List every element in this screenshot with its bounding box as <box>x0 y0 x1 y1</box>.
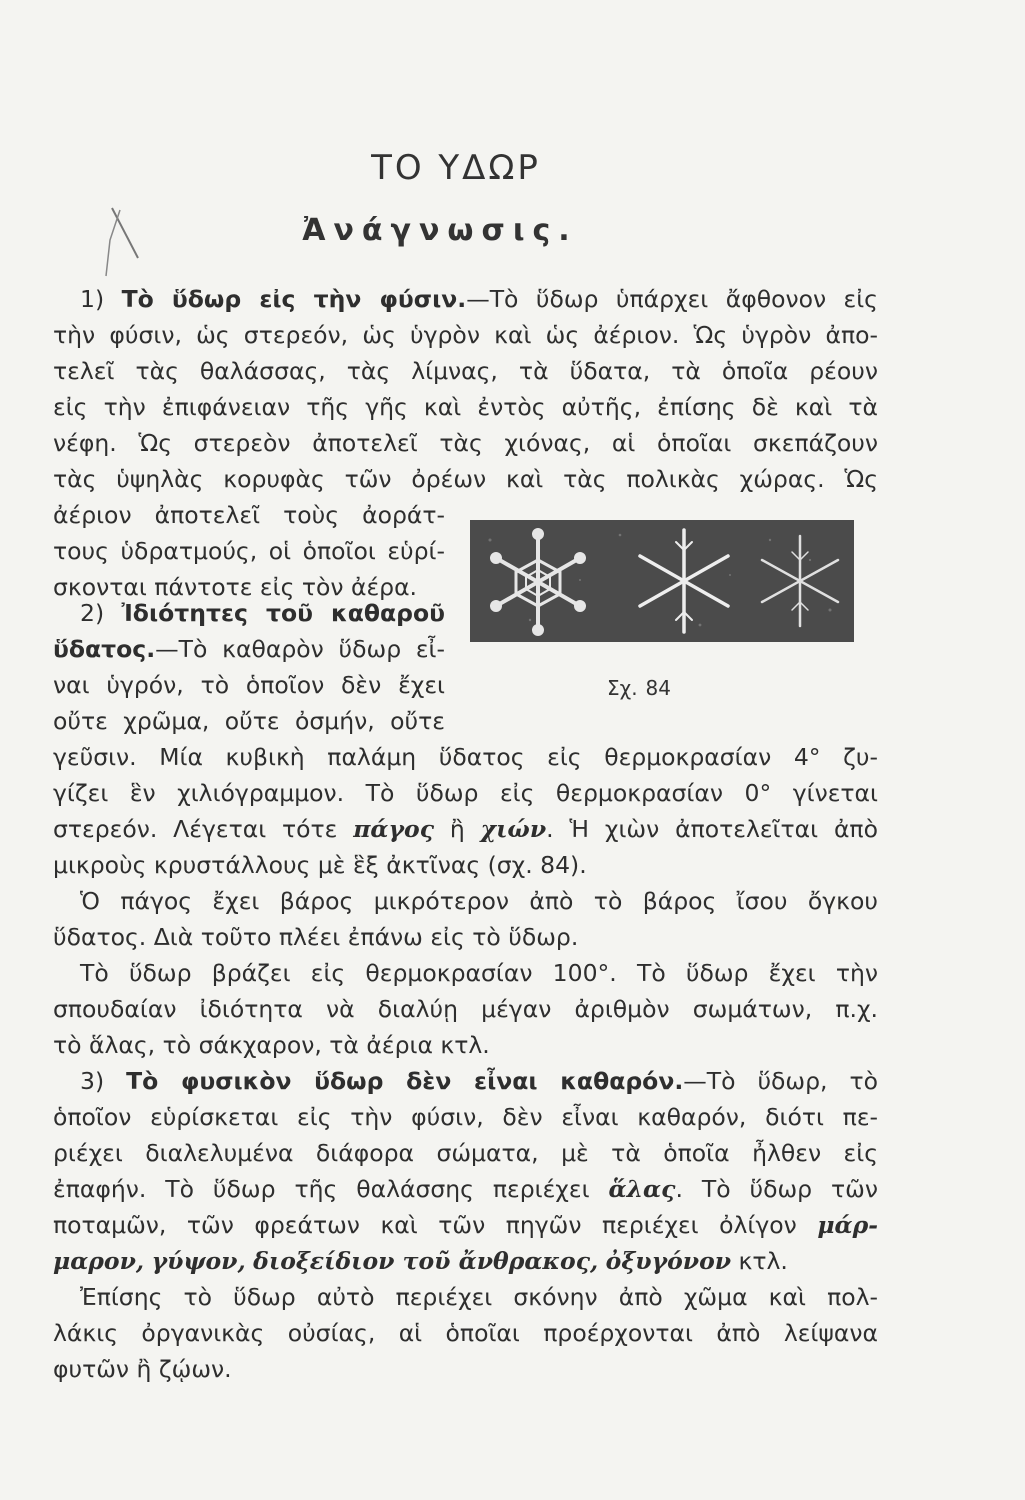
s2-line-13: τὸ ἅλας, τὸ σάκχαρον, τὰ ἀέρια κτλ. <box>53 1031 490 1059</box>
s3-line-6: μαρον, γύψον, διοξείδιον τοῦ ἄνθρακος, ὀξυγόνον κτλ. <box>53 1247 788 1275</box>
s2-line-8: μικροὺς κρυστάλλους μὲ ἓξ ἀκτῖνας (σχ. 84). <box>53 851 587 879</box>
s2-line-12: σπουδαίαν ἰδιότητα νὰ διαλύῃ μέγαν ἀριθμὸν σωμάτων, π.χ. <box>53 995 878 1023</box>
term-dioxeidion: διοξείδιον τοῦ ἄνθρακος, <box>253 1247 599 1275</box>
s1-line-8: τους ὑδρατμούς, οἱ ὁποῖοι εὑρί- <box>53 537 445 565</box>
s2-line-9: Ὁ πάγος ἔχει βάρος μικρότερον ἀπὸ τὸ βάρος ἴσου ὄγκου <box>80 887 878 915</box>
s2-heading: Ἰδιότητες τοῦ καθαροῦ <box>121 599 445 627</box>
page-subtitle: Ἀνάγνωσις. <box>302 213 578 248</box>
s2-line-4: οὔτε χρῶμα, οὔτε ὀσμήν, οὔτε <box>53 707 445 735</box>
s3-line-2: ὁποῖον εὑρίσκεται εἰς τὴν φύσιν, δὲν εἶναι καθαρόν, διότι πε- <box>53 1103 878 1131</box>
s3-line-4: ἐπαφήν. Τὸ ὕδωρ τῆς θαλάσσης περιέχει ἅλας. Τὸ ὕδωρ τῶν <box>53 1175 878 1203</box>
s2-line-1: 2) Ἰδιότητες τοῦ καθαροῦ <box>80 599 445 627</box>
s2-line-3: ναι ὑγρόν, τὸ ὁποῖον δὲν ἔχει <box>53 671 445 699</box>
s1-line-2: τὴν φύσιν, ὡς στερεόν, ὡς ὑγρὸν καὶ ὡς ἀέριον. Ὡς ὑγρὸν ἀπο- <box>53 321 878 349</box>
s3-heading: Τὸ φυσικὸν ὕδωρ δὲν εἶναι καθαρόν. <box>126 1067 684 1095</box>
s3-line-5: ποταμῶν, τῶν φρεάτων καὶ τῶν πηγῶν περιέχει ὀλίγον μάρ- <box>53 1211 878 1239</box>
s1-line-4: εἰς τὴν ἐπιφάνειαν τῆς γῆς καὶ ἐντὸς αὐτῆς, ἐπίσης δὲ καὶ τὰ <box>53 393 878 421</box>
s3-line-1: 3) Τὸ φυσικὸν ὕδωρ δὲν εἶναι καθαρόν.—Τὸ ὕδωρ, τὸ <box>80 1067 878 1095</box>
s3-line-7: Ἐπίσης τὸ ὕδωρ αὐτὸ περιέχει σκόνην ἀπὸ χῶμα καὶ πολ- <box>80 1283 878 1311</box>
term-alas: ἅλας <box>608 1175 676 1203</box>
s1-line-3: τελεῖ τὰς θαλάσσας, τὰς λίμνας, τὰ ὕδατα, τὰ ὁποῖα ρέουν <box>53 357 878 385</box>
s2-line-6: γίζει ἓν χιλιόγραμμον. Τὸ ὕδωρ εἰς θερμοκρασίαν 0° γίνεται <box>53 779 878 807</box>
s3-line-9: φυτῶν ἢ ζῴων. <box>53 1355 232 1383</box>
term-chion: χιών <box>480 815 547 843</box>
s1-line-7: ἀέριον ἀποτελεῖ τοὺς ἀοράτ- <box>53 501 445 529</box>
page-title: ΤΟ ΥΔΩΡ <box>371 148 541 188</box>
s1-line-6: τὰς ὑψηλὰς κορυφὰς τῶν ὀρέων καὶ τὰς πολικὰς χώρας. Ὡς <box>53 465 878 493</box>
s2-line-7: στερεόν. Λέγεται τότε πάγος ἢ χιών. Ἡ χιὼν ἀποτελεῖται ἀπὸ <box>53 815 878 843</box>
s2-line-2: ὕδατος.—Τὸ καθαρὸν ὕδωρ εἶ- <box>53 635 445 663</box>
figure-caption: Σχ. 84 <box>607 676 671 700</box>
s1-line-5: νέφη. Ὡς στερεὸν ἀποτελεῖ τὰς χιόνας, αἱ ὁποῖαι σκεπάζουν <box>53 429 878 457</box>
s3-line-3: ριέχει διαλελυμένα διάφορα σώματα, μὲ τὰ ὁποῖα ἦλθεν εἰς <box>53 1139 878 1167</box>
s1-line-9: σκονται πάντοτε εἰς τὸν ἀέρα. <box>53 573 418 601</box>
term-gypson: γύψον, <box>151 1247 246 1275</box>
s1-heading: Τὸ ὕδωρ εἰς τὴν φύσιν. <box>121 285 467 313</box>
snowflake-crystals-figure <box>470 520 854 642</box>
s2-line-10: ὕδατος. Διὰ τοῦτο πλέει ἐπάνω εἰς τὸ ὕδωρ. <box>53 923 579 951</box>
s1-line-1: 1) Τὸ ὕδωρ εἰς τὴν φύσιν.—Τὸ ὕδωρ ὑπάρχει ἄφθονον εἰς <box>80 285 878 313</box>
s2-line-5: γεῦσιν. Μία κυβικὴ παλάμη ὕδατος εἰς θερμοκρασίαν 4° ζυ- <box>53 743 878 771</box>
term-pagos: πάγος <box>353 815 435 843</box>
s2-line-11: Τὸ ὕδωρ βράζει εἰς θερμοκρασίαν 100°. Τὸ ὕδωρ ἔχει τὴν <box>80 959 878 987</box>
s3-line-8: λάκις ὀργανικὰς οὐσίας, αἱ ὁποῖαι προέρχονται ἀπὸ λείψανα <box>53 1319 878 1347</box>
term-oxygonon: ὀξυγόνον <box>605 1247 732 1275</box>
term-marmaron: μάρ- <box>817 1211 878 1239</box>
